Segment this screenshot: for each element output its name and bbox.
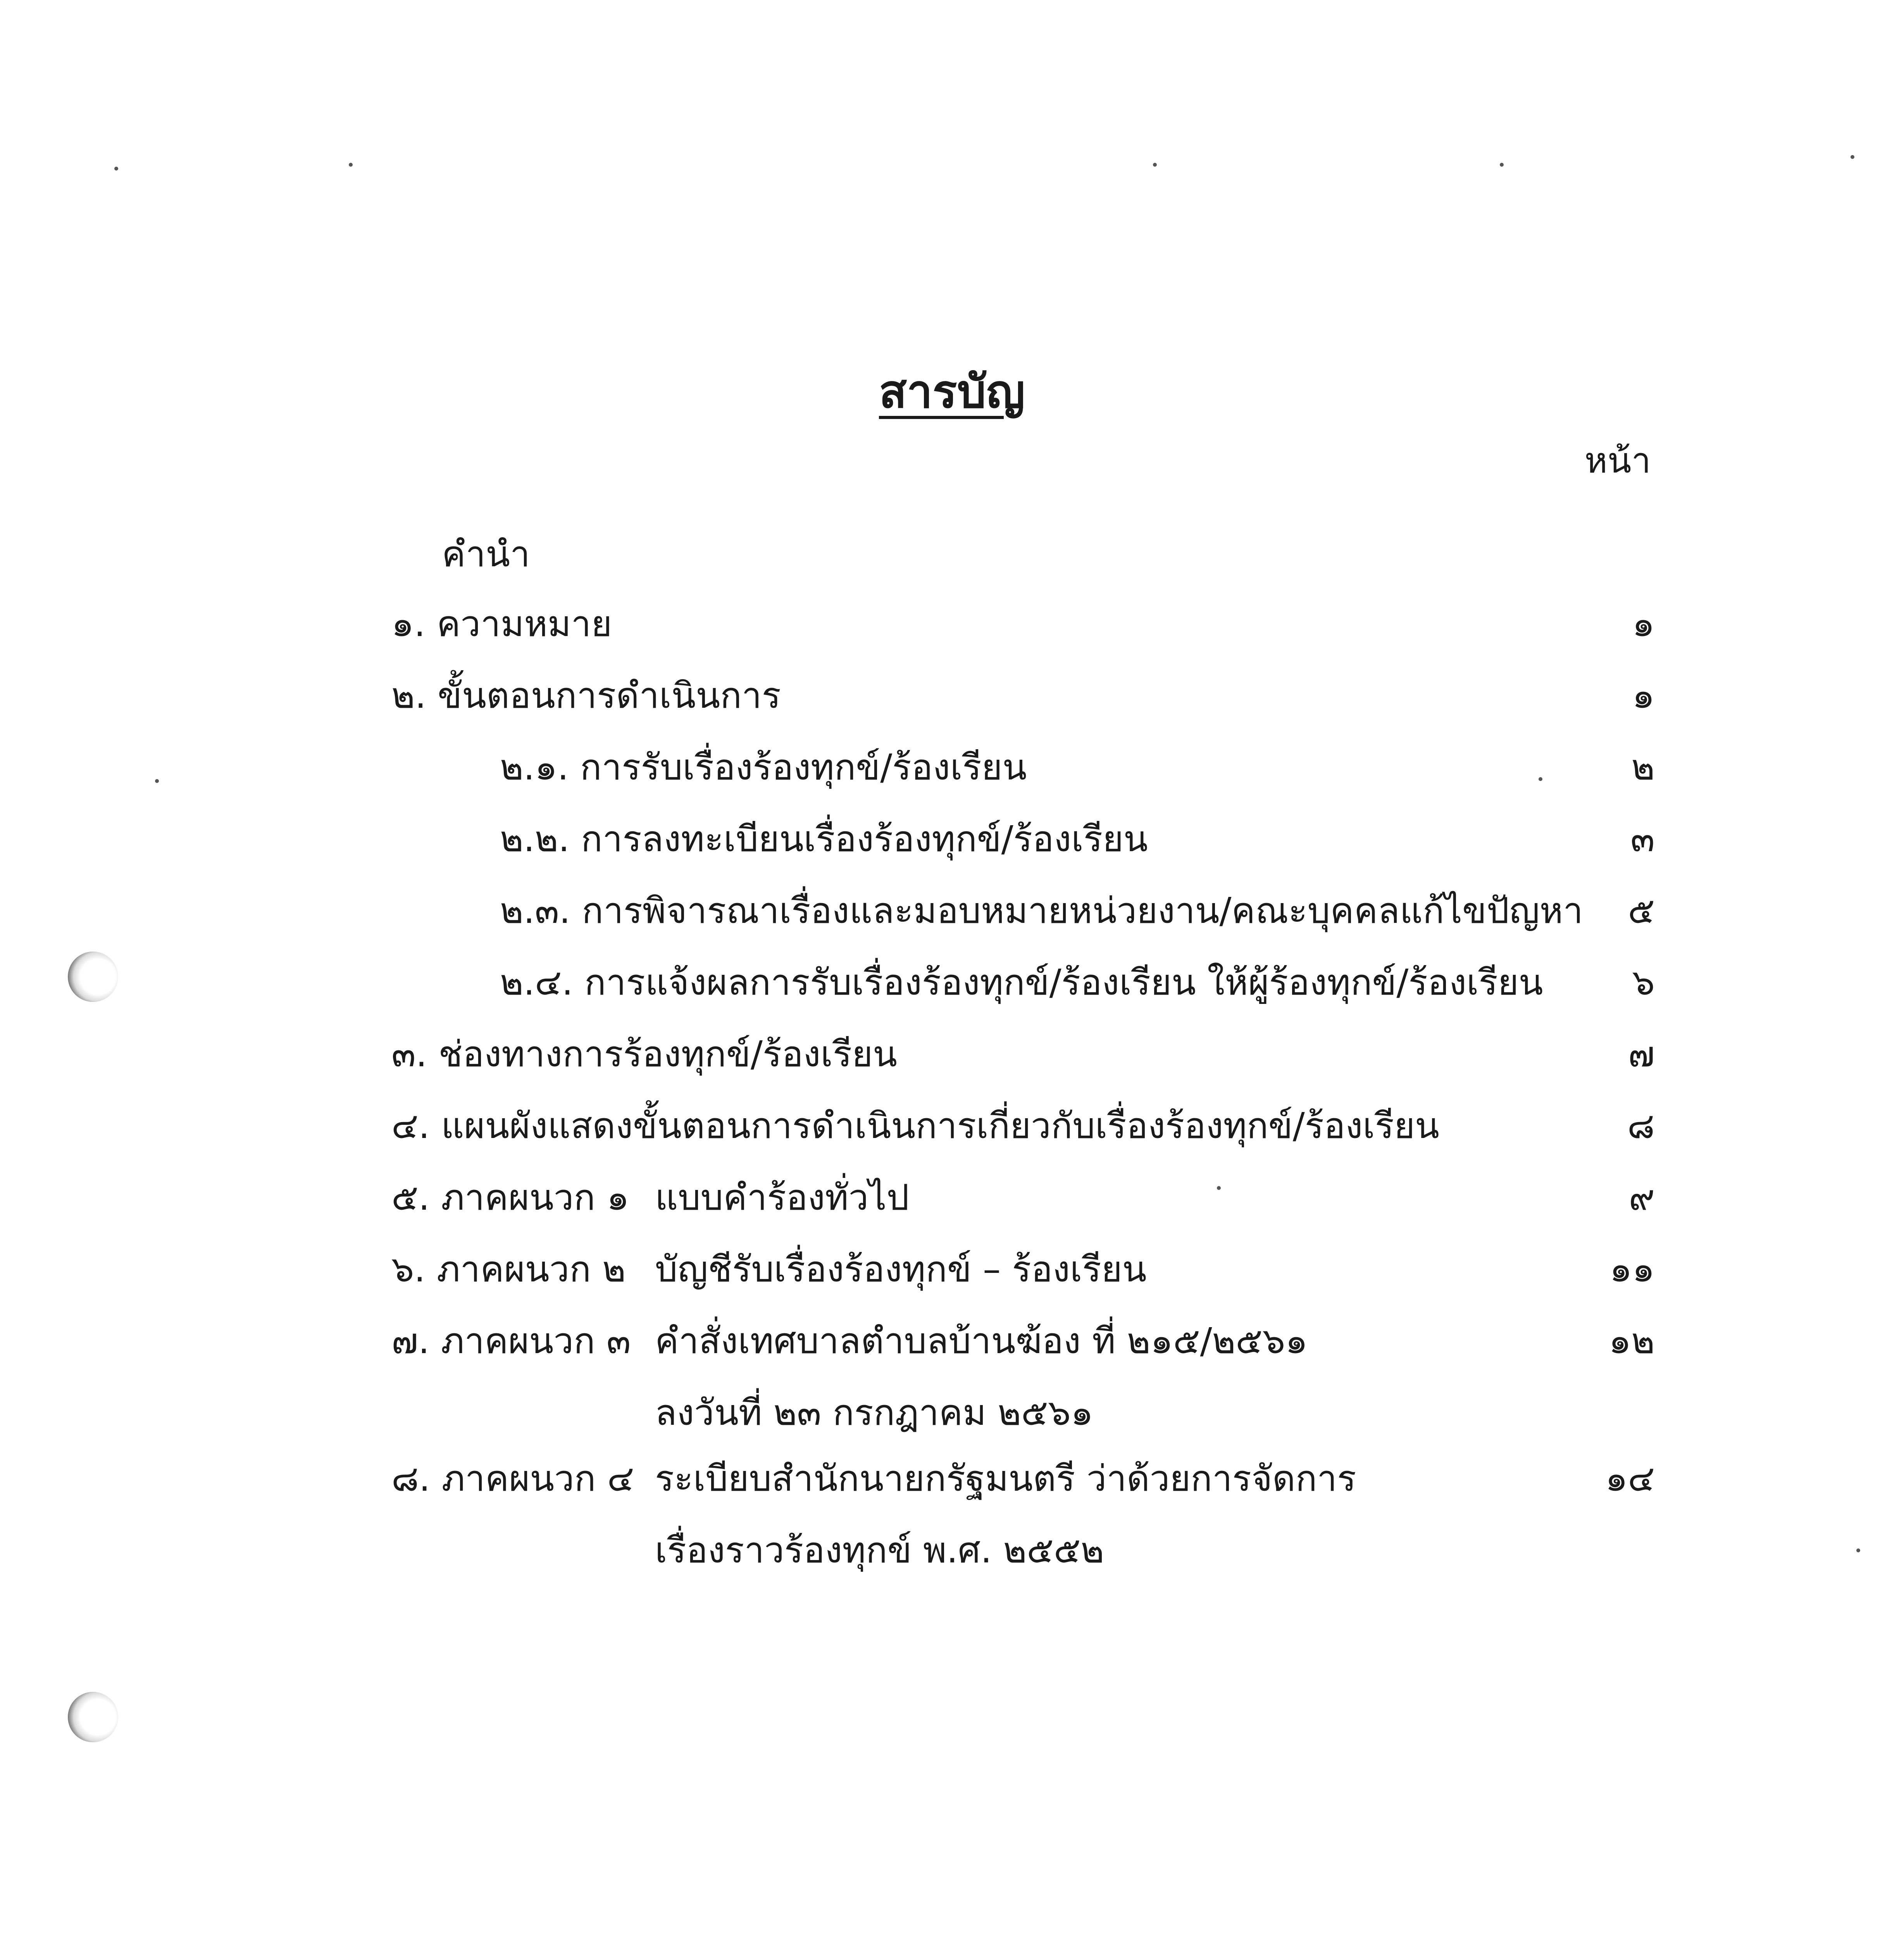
scan-speck <box>155 779 159 783</box>
scan-speck <box>1153 163 1157 167</box>
toc-page-number: ๙ <box>1628 1177 1655 1218</box>
toc-item-detail-line2: ลงวันที่ ๒๓ กรกฎาคม ๒๕๖๑ <box>655 1392 1094 1433</box>
scan-speck <box>114 167 118 171</box>
toc-page-number: ๘ <box>1627 1105 1655 1147</box>
scan-speck <box>349 163 353 167</box>
toc-item-label: ๒.๓. การพิจารณาเรื่องและมอบหมายหน่วยงาน/คณะบุคคลแก้ไขปัญหา <box>500 890 1583 931</box>
scan-speck <box>1856 1548 1860 1552</box>
toc-item-label: คำนำ <box>442 533 530 575</box>
toc-item-2-4 <box>500 953 1655 1012</box>
toc-item-label: ๔. แผนผังแสดงขั้นตอนการดำเนินการเกี่ยวกับเรื่องร้องทุกข์/ร้องเรียน <box>391 1105 1439 1147</box>
toc-page-number: ๓ <box>1630 818 1655 860</box>
toc-item-4 <box>391 1097 1655 1155</box>
toc-item-appendix-2 <box>391 1240 1655 1298</box>
toc-item-2-2 <box>500 810 1655 868</box>
toc-item-detail-line2: เรื่องราวร้องทุกข์ พ.ศ. ๒๕๕๒ <box>655 1529 1104 1571</box>
toc-page-number: ๑๒ <box>1608 1320 1655 1362</box>
toc-item-2-1 <box>500 738 1655 797</box>
toc-item-label: ๖. ภาคผนวก ๒ <box>391 1248 626 1290</box>
toc-page-number: ๕ <box>1628 890 1655 931</box>
toc-item-appendix-3 <box>391 1312 1655 1433</box>
page-column-header: หน้า <box>1584 440 1651 481</box>
toc-item-detail: บัญชีรับเรื่องร้องทุกข์ – ร้องเรียน <box>655 1248 1147 1290</box>
binder-hole <box>68 1692 118 1742</box>
toc-item-appendix-1 <box>391 1169 1655 1227</box>
toc-item-label: ๒. ขั้นตอนการดำเนินการ <box>391 675 781 716</box>
toc-item-appendix-4 <box>391 1450 1655 1571</box>
toc-item-label: ๒.๔. การแจ้งผลการรับเรื่องร้องทุกข์/ร้องเรียน ให้ผู้ร้องทุกข์/ร้องเรียน <box>500 962 1543 1003</box>
scan-speck <box>1500 163 1504 167</box>
toc-item-label: ๕. ภาคผนวก ๑ <box>391 1177 629 1218</box>
scan-speck <box>1539 777 1542 781</box>
toc-item-label: ๒.๒. การลงทะเบียนเรื่องร้องทุกข์/ร้องเรียน <box>500 818 1148 860</box>
toc-item-detail: คำสั่งเทศบาลตำบลบ้านฆ้อง ที่ ๒๑๕/๒๕๖๑ <box>655 1320 1308 1362</box>
toc-item-label: ๓. ช่องทางการร้องทุกข์/ร้องเรียน <box>391 1033 898 1075</box>
toc-page-number: ๑๔ <box>1605 1458 1655 1499</box>
document-title: สารบัญ <box>879 365 1025 418</box>
toc-page-number: ๗ <box>1628 1033 1655 1075</box>
toc-item-preface <box>442 525 1655 583</box>
toc-item-detail: แบบคำร้องทั่วไป <box>655 1177 909 1218</box>
toc-item-2-3 <box>500 882 1655 940</box>
toc-item-label: ๘. ภาคผนวก ๔ <box>391 1458 634 1499</box>
binder-hole <box>68 952 118 1002</box>
scan-speck <box>1217 1186 1221 1190</box>
toc-item-label: ๑. ความหมาย <box>391 603 612 645</box>
toc-item-1 <box>391 595 1655 653</box>
toc-page-number: ๖ <box>1632 962 1655 1003</box>
toc-item-label: ๒.๑. การรับเรื่องร้องทุกข์/ร้องเรียน <box>500 747 1027 788</box>
toc-page-number: ๑ <box>1632 675 1655 716</box>
toc-item-label: ๗. ภาคผนวก ๓ <box>391 1320 631 1362</box>
toc-item-2 <box>391 667 1655 725</box>
toc-page-number: ๒ <box>1631 747 1655 788</box>
toc-page-number: ๑ <box>1632 603 1655 645</box>
toc-page-number: ๑๑ <box>1609 1248 1655 1290</box>
toc-item-detail: ระเบียบสำนักนายกรัฐมนตรี ว่าด้วยการจัดการ <box>655 1458 1356 1499</box>
toc-item-3 <box>391 1025 1655 1083</box>
scan-speck <box>1851 155 1854 159</box>
